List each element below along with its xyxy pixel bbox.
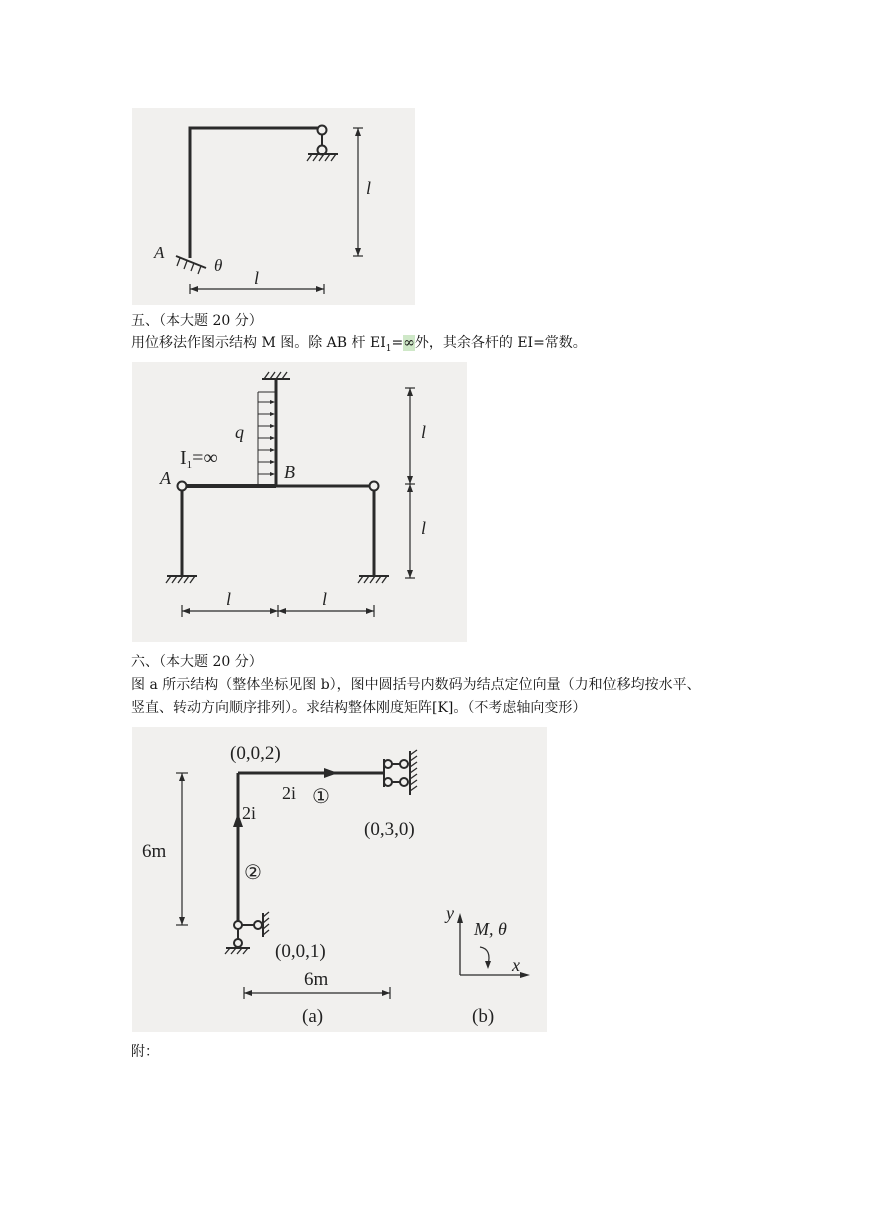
label-I1: $I_1=\infty$ [180,447,218,471]
stiffness-label-vertical: 2i [242,803,257,823]
dim-label-right: l [322,589,328,609]
label-B: B [284,462,295,482]
dim-label-top: l [421,422,427,442]
section-6-problem-line-1: 图 a 所示结构（整体坐标见图 b），图中圆括号内数码为结点定位向量（力和位移均按水平、 [131,677,701,693]
section-6-heading: 六、（本大题 20 分） [131,654,263,670]
caption-b: (b) [472,1006,495,1027]
problem-subscript: 1 [385,343,392,354]
section-6-problem-line-2: 竖直、转动方向顺序排列）。求结构整体刚度矩阵[K]。（不考虑轴向变形） [131,700,587,716]
dim-label-vertical: l [366,178,372,198]
problem-text-post: 外，其余各杆的 EI=常数。 [414,335,587,351]
member-number-2: ② [244,862,262,884]
caption-a: (a) [302,1006,324,1027]
dim-label-horizontal: l [254,268,260,288]
stiffness-label-horizontal: 2i [282,783,297,803]
dim-label-vertical: 6m [142,841,167,862]
dim-label-bottom: l [421,518,427,538]
node-label-bottom: (0,0,1) [275,941,326,962]
figure-2-frame-diagram [132,362,467,642]
label-theta: θ [214,256,223,275]
label-A: A [154,243,165,262]
dim-label-left: l [226,589,232,609]
node-label-top: (0,0,2) [230,743,281,764]
problem-equals: = [391,335,404,351]
node-label-right: (0,3,0) [364,819,415,840]
appendix-label: 附： [131,1044,159,1060]
axis-label-moment: M, θ [474,919,507,939]
axis-label-y: y [446,903,454,923]
problem-text-pre: 用位移法作图示结构 M 图。除 AB 杆 EI [131,335,386,351]
dim-label-horizontal: 6m [304,969,329,990]
problem-infinity: ∞ [403,335,415,351]
label-A: A [160,468,171,488]
section-5-heading: 五、（本大题 20 分） [131,313,263,329]
figure-1-frame-diagram [132,108,415,305]
axis-label-x: x [512,955,520,975]
section-5-problem [131,335,587,357]
member-number-1: ① [312,786,330,808]
figure-3-stiffness-diagram [132,727,547,1032]
load-label-q: q [235,422,244,442]
